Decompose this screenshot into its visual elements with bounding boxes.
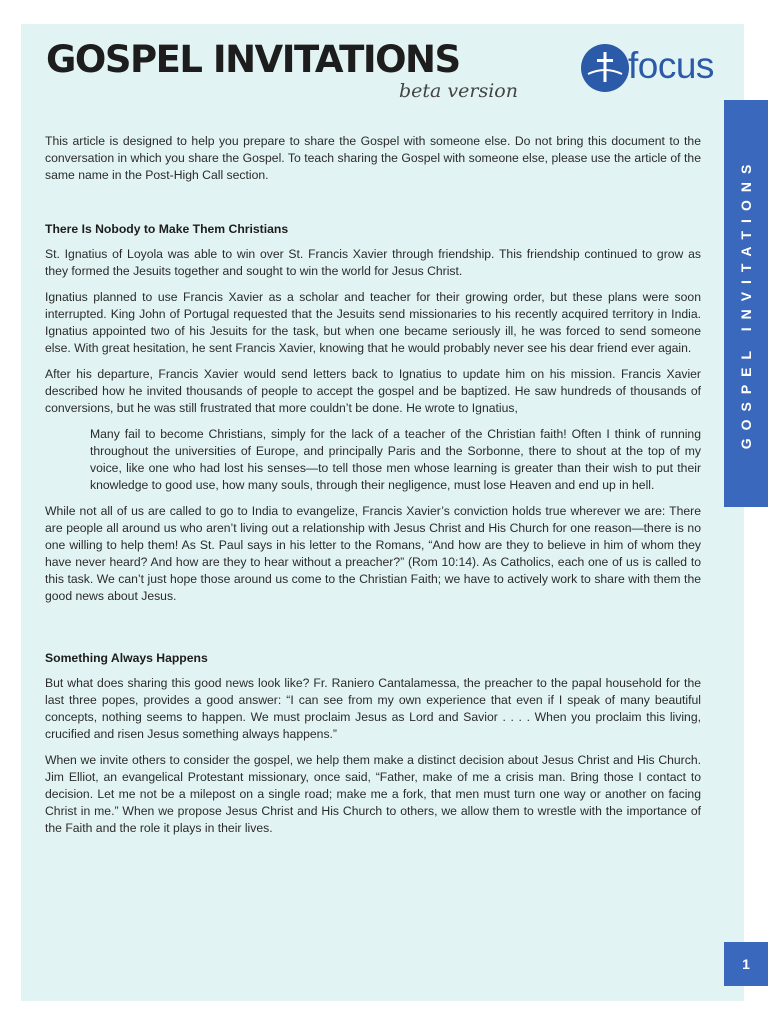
intro-paragraph: This article is designed to help you prepare to share the Gospel with someone else. Do not bring this document to the conversation in which you share the Gospel. To teach sharing the Gospel with someone else, please use the article of the same name in the Post-High Call section. — [45, 134, 701, 182]
logo-text: focus — [628, 45, 714, 86]
focus-logo — [581, 44, 731, 92]
paragraph: But what does sharing this good news look like? Fr. Raniero Cantalamessa, the preacher to the papal household for the last three popes, provides a good answer: “I can see from my own experience that even if I speak of many beautiful concepts, nothing seems to happen. We must proclaim Jesus as Lord and Savior . . . . When you proclaim this living, crucified and risen Jesus something always happens.” — [45, 676, 701, 741]
cross-icon — [581, 44, 629, 92]
paragraph: When we invite others to consider the gospel, we help them make a distinct decision about Jesus Christ and His Church. Jim Elliot, an evangelical Protestant missionary, once said, “Father, make of me a crisis man. Bring those I contact to decision. Let me not be a milepost on a single road; make me a fork, that men must turn one way or another on facing Christ in me.” When we propose Jesus Christ and His Church to others, we allow them to wrestle with the importance of the Faith and the role it plays in their lives. — [45, 753, 701, 835]
paragraph: St. Ignatius of Loyola was able to win over St. Francis Xavier through friendship. This friendship continued to grow as they formed the Jesuits together and sought to win the world for Jesus Christ. — [45, 247, 701, 278]
paragraph: After his departure, Francis Xavier would send letters back to Ignatius to update him on his mission. Francis Xavier described how he invited thousands of people to accept the gospel and be baptized. He saw hundreds of thousands of conversions, but he was still frustrated that more couldn’t be done. He wrote to Ignatius, — [45, 367, 701, 415]
page-number: 1 — [724, 942, 768, 986]
article-body — [45, 133, 701, 846]
paragraph: Ignatius planned to use Francis Xavier as a scholar and teacher for their growing order, but these plans were soon interrupted. King John of Portugal requested that the Jesuits send missionaries to his recently acquired territory in India. Ignatius appointed two of his Jesuits for the task, but when one became seriously ill, he was forced to send someone else. With great hesitation, he sent Francis Xavier, knowing that he would probably never see his dear friend ever again. — [45, 290, 701, 355]
section-heading: Something Always Happens — [45, 651, 208, 665]
block-quote: Many fail to become Christians, simply for the lack of a teacher of the Christian faith! Often I think of running throughout the universities of Europe, and principally Paris and the Sorbonne, there to shout at the top of my voice, like one who had lost his senses—to tell those men whose learning is greater than their wish to put their knowledge to good use, how many souls, through their negligence, must lose Heaven and end up in hell. — [90, 427, 701, 492]
side-tab-label: GOSPEL INVITATIONS — [738, 156, 754, 450]
page-title: GOSPEL INVITATIONS — [46, 38, 460, 81]
paragraph: While not all of us are called to go to India to evangelize, Francis Xavier’s conviction holds true wherever we are: There are people all around us who aren’t living out a relationship with Jesus Christ and His Church for one reason—there is no one willing to help them! As St. Paul says in his letter to the Romans, “And how are they to believe in him of whom they have never heard? And how are they to hear without a preacher?” (Rom 10:14). As Catholics, each one of us is called to this task. We can’t just hope those around us come to the Christian Faith; we have to actively work to share with them the good news about Jesus. — [45, 504, 701, 603]
page-subtitle: beta version — [399, 80, 518, 102]
side-tab — [724, 100, 768, 507]
section-heading: There Is Nobody to Make Them Christians — [45, 222, 289, 236]
